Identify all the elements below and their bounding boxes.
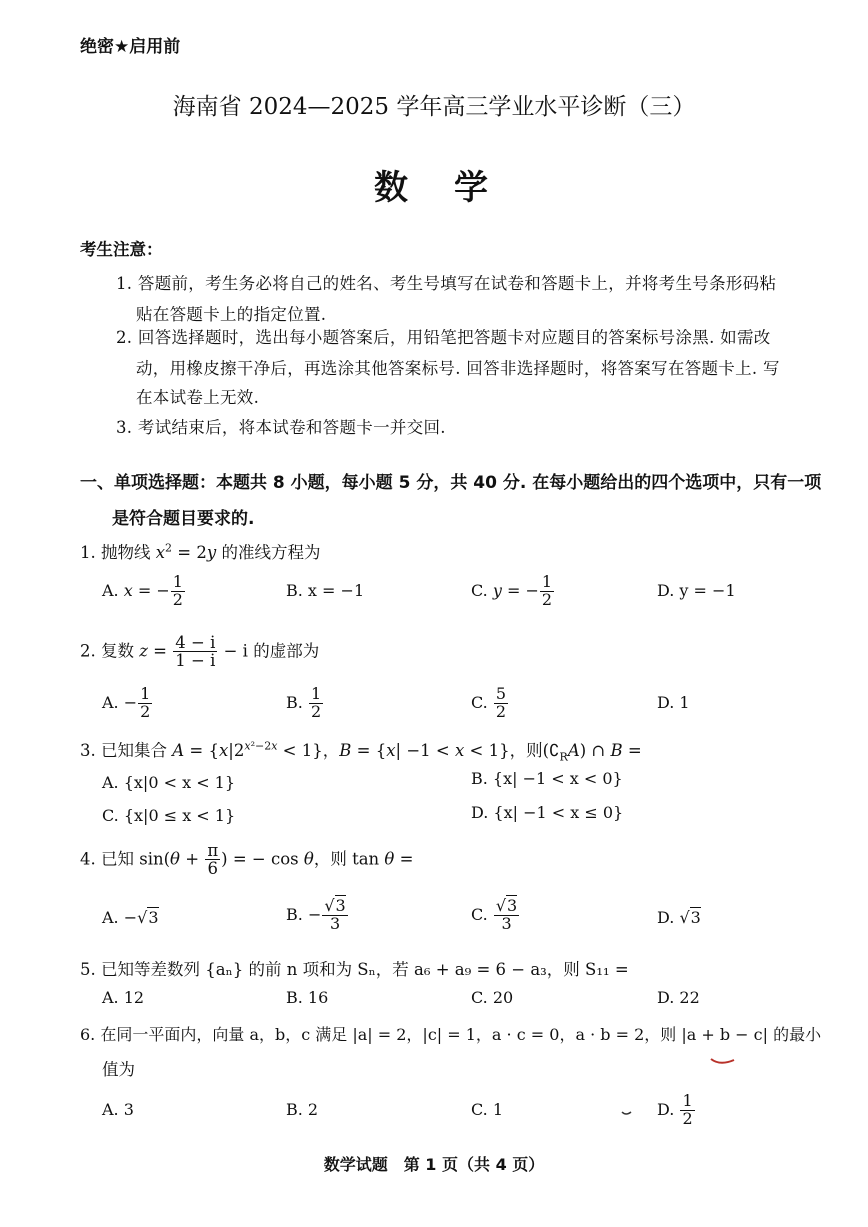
- notice-item-1-line-1: 1. 答题前，考生务必将自己的姓名、考生号填写在试卷和答题卡上，并将考生号条形码粘: [116, 274, 777, 293]
- q6-option-b: B. 2: [286, 1100, 319, 1119]
- question-2: 2. 复数 z = $\frac{4 - i}{1 - i}$ − i 的虚部为: [80, 633, 320, 671]
- confidential-label: 绝密★启用前: [80, 37, 181, 57]
- exam-title: 海南省 2024—2025 学年高三学业水平诊断（三）: [172, 94, 696, 120]
- q4-option-c: C. $\frac{√3}{3}$: [471, 896, 518, 933]
- q4-option-b: B. − $\frac{√3}{3}$: [286, 896, 346, 933]
- subject-title: 数 学: [374, 168, 494, 208]
- q1-option-b: B. x = −1: [286, 581, 365, 600]
- q3-option-d: D. {x| −1 < x ≤ 0}: [471, 803, 624, 822]
- q3-option-b: B. {x| −1 < x < 0}: [471, 769, 623, 788]
- q4-option-a: A. −√3: [102, 908, 159, 927]
- notice-item-3: 3. 考试结束后，将本试卷和答题卡一并交回.: [116, 418, 446, 437]
- q3-option-c: C. {x|0 ≤ x < 1}: [102, 806, 236, 825]
- q5-option-b: B. 16: [286, 988, 329, 1007]
- question-3: 3. 已知集合 $A = \{x|2^{x^2-2x} < 1\}$，B = {x| −1 < x < 1}，则$(∁_RA)$ ∩ B =: [80, 739, 642, 764]
- question-4: 4. 已知 sin(θ + $\frac{\pi}{6}$ ) = − cos θ，则 tan θ =: [80, 841, 414, 879]
- q2-option-c: C. $\frac{5}{2}$: [471, 684, 507, 721]
- question-1: 1. 抛物线 $x^2 = 2y$ 的准线方程为: [80, 541, 321, 562]
- q2-option-d: D. 1: [657, 693, 690, 712]
- q5-option-c: C. 20: [471, 988, 514, 1007]
- pen-mark: [708, 1054, 738, 1068]
- section-heading-line-1: 一、单项选择题：本题共 8 小题，每小题 5 分，共 40 分. 在每小题给出的四个选项中，只有一项: [80, 473, 822, 493]
- q6-option-d: D. $\frac{1}{2}$: [657, 1091, 693, 1128]
- page-footer: 数学试题 第 1 页（共 4 页）: [323, 1155, 545, 1174]
- section-heading-line-2: 是符合题目要求的.: [112, 509, 255, 529]
- q1-option-c: C. y = − $\frac{1}{2}$: [471, 572, 553, 609]
- q5-option-a: A. 12: [102, 988, 145, 1007]
- q2-option-b: B. $\frac{1}{2}$: [286, 684, 322, 721]
- q5-option-d: D. 22: [657, 988, 700, 1007]
- question-6-line-2: 值为: [102, 1060, 135, 1079]
- notice-item-2-line-1: 2. 回答选择题时，选出每小题答案后，用铅笔把答题卡对应题目的答案标号涂黑. 如需改: [116, 328, 771, 347]
- q4-option-d: D. √3: [657, 908, 701, 927]
- q6-option-c: C. 1: [471, 1100, 504, 1119]
- q2-option-a: A. − $\frac{1}{2}$: [102, 684, 151, 721]
- notice-item-2-line-2: 动，用橡皮擦干净后，再选涂其他答案标号. 回答非选择题时，将答案写在答题卡上. 写: [136, 359, 780, 378]
- notice-item-2-line-3: 在本试卷上无效.: [136, 388, 260, 407]
- q3-option-a: A. {x|0 < x < 1}: [102, 773, 236, 792]
- notice-item-1-line-2: 贴在答题卡上的指定位置.: [136, 305, 327, 324]
- question-5: 5. 已知等差数列 {aₙ} 的前 n 项和为 Sₙ，若 a₆ + a₉ = 6 − a₃，则 S₁₁ =: [80, 960, 629, 979]
- pen-dot: [620, 1108, 634, 1118]
- q1-option-d: D. y = −1: [657, 581, 736, 600]
- notice-title: 考生注意：: [80, 240, 163, 259]
- q6-option-a: A. 3: [102, 1100, 134, 1119]
- question-6-line-1: 6. 在同一平面内，向量 a，b，c 满足 |a| = 2，|c| = 1，a · c = 0，a · b = 2，则 |a + b − c| 的最小: [80, 1025, 822, 1044]
- q1-option-a: A. x = − $\frac{1}{2}$: [102, 572, 183, 609]
